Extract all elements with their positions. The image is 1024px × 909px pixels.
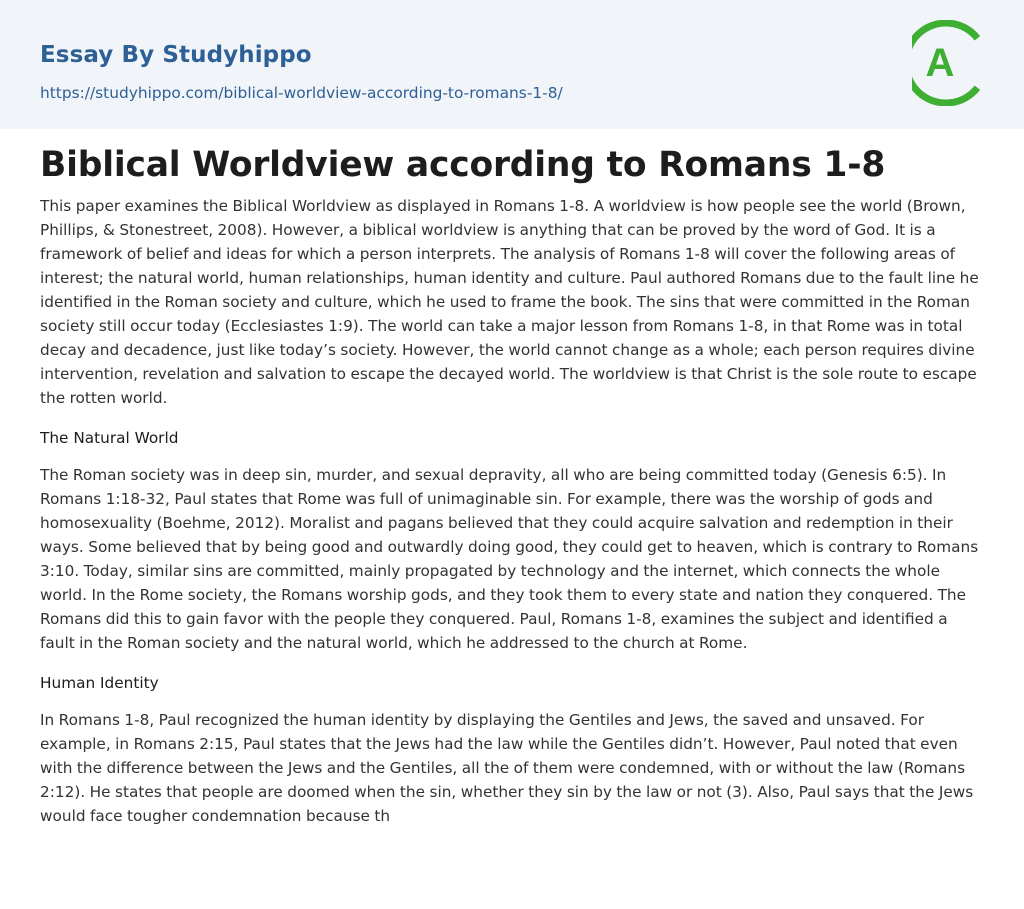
- intro-paragraph: This paper examines the Biblical Worldview as displayed in Romans 1-8. A worldview is how people see the world (Brown, Phillips, & Stonestreet, 2008). However, a biblical worldview is anything that can be proved by the word of God. It is a framework of belief and ideas for which a person interprets. The analysis of Romans 1-8 will cover the following areas of interest; the natural world, human relationships, human identity and culture. Paul authored Romans due to the fault line he identified in the Roman society and culture, which he used to frame the book. The sins that were committed in the Roman society still occur today (Ecclesiastes 1:9). The world can take a major lesson from Romans 1-8, in that Rome was in total decay and decadence, just like today’s society. However, the world cannot change as a whole; each person requires divine intervention, revelation and salvation to escape the decayed world. The worldview is that Christ is the sole route to escape the rotten world.: [40, 197, 979, 407]
- source-url-link[interactable]: https://studyhippo.com/biblical-worldview-according-to-romans-1-8/: [40, 84, 563, 102]
- natural-world-paragraph: The Roman society was in deep sin, murder, and sexual depravity, all who are being committed today (Genesis 6:5). In Romans 1:18-32, Paul states that Rome was full of unimaginable sin. For example, there was the worship of gods and homosexuality (Boehme, 2012). Moralist and pagans believed that they could acquire salvation and redemption in their ways. Some believed that by being good and outwardly doing good, they could get to heaven, which is contrary to Romans 3:10. Today, similar sins are committed, mainly propagated by technology and the internet, which connects the whole world. In the Rome society, the Romans worship gods, and they took them to every state and nation they conquered. The Romans did this to gain favor with the people they conquered. Paul, Romans 1-8, examines the subject and identified a fault in the Roman society and the natural world, which he addressed to the church at Rome.: [40, 466, 979, 652]
- logo-letter: A: [925, 41, 955, 85]
- site-brand[interactable]: Essay By Studyhippo: [40, 42, 312, 68]
- essay-content: [40, 194, 985, 844]
- essay-title: Biblical Worldview according to Romans 1-8: [40, 145, 886, 185]
- human-identity-paragraph: In Romans 1-8, Paul recognized the human identity by displaying the Gentiles and Jews, the saved and unsaved. For example, in Romans 2:15, Paul states that the Jews had the law while the Gentiles didn’t. However, Paul noted that even with the difference between the Jews and the Gentiles, all the of them were condemned, with or without the law (Romans 2:12). He states that people are doomed when the sin, whether they sin by the law or not (3). Also, Paul says that the Jews would face tougher condemnation because th: [40, 711, 974, 825]
- section-heading-natural-world: The Natural World: [40, 429, 179, 447]
- section-heading-human-identity: Human Identity: [40, 674, 159, 692]
- site-header: [0, 0, 1024, 129]
- studyhippo-logo-icon[interactable]: [912, 20, 986, 106]
